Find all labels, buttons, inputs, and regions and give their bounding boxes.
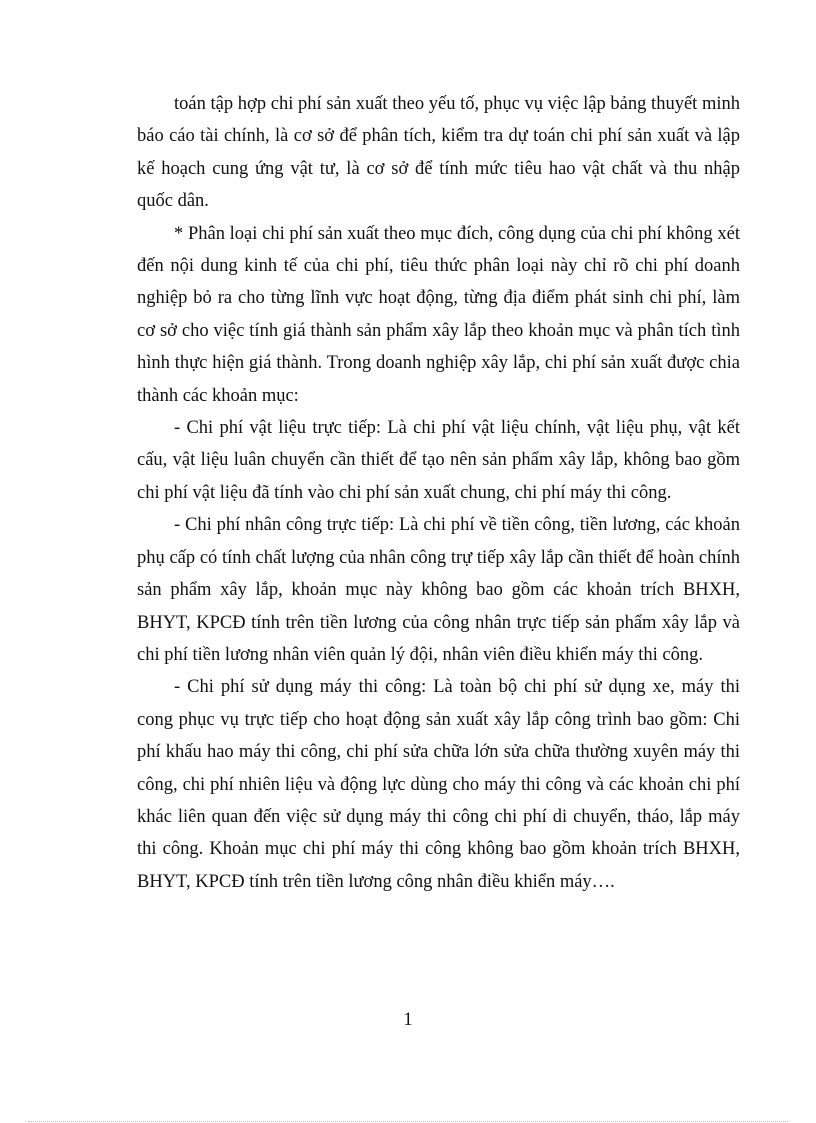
body-text <box>137 88 740 898</box>
page-number: 1 <box>403 1010 413 1030</box>
paragraph-5: - Chi phí sử dụng máy thi công: Là toàn bộ chi phí sử dụng xe, máy thi cong phục vụ trực tiếp cho hoạt động sản xuất xây lắp công trình bao gồm: Chi phí khấu hao máy thi công, chi phí sửa chữa lớn sửa chữa thường xuyên máy thi công, chi phí nhiên liệu và động lực dùng cho máy thi công và các khoản chi phí khác liên quan đến việc sử dụng máy thi công chi phí di chuyển, tháo, lắp máy thi công. Khoản mục chi phí máy thi công không bao gồm khoản trích BHXH, BHYT, KPCĐ tính trên tiền lương công nhân điều khiển máy…. <box>137 677 740 892</box>
footer-divider <box>28 1121 788 1122</box>
paragraph-1: toán tập hợp chi phí sản xuất theo yếu tố, phục vụ việc lập bảng thuyết minh báo cáo tài chính, là cơ sở để phân tích, kiểm tra dự toán chi phí sản xuất và lập kế hoạch cung ứng vật tư, là cơ sở để tính mức tiêu hao vật chất và thu nhập quốc dân. <box>137 94 740 212</box>
paragraph-3: - Chi phí vật liệu trực tiếp: Là chi phí vật liệu chính, vật liệu phụ, vật kết cấu, vật liệu luân chuyển cần thiết để tạo nên sản phẩm xây lắp, không bao gồm chi phí vật liệu đã tính vào chi phí sản xuất chung, chi phí máy thi công. <box>137 418 740 503</box>
paragraph-2: * Phân loại chi phí sản xuất theo mục đích, công dụng của chi phí không xét đến nội dung kinh tế của chi phí, tiêu thức phân loại này chỉ rõ chi phí doanh nghiệp bỏ ra cho từng lĩnh vực hoạt động, từng địa điểm phát sinh chi phí, làm cơ sở cho việc tính giá thành sản phẩm xây lắp theo khoản mục và phân tích tình hình thực hiện giá thành. Trong doanh nghiệp xây lắp, chi phí sản xuất được chia thành các khoản mục: <box>137 223 740 406</box>
paragraph-4: - Chi phí nhân công trực tiếp: Là chi phí về tiền công, tiền lương, các khoản phụ cấp có tính chất lượng của nhân công trự tiếp xây lắp cần thiết để hoàn chính sản phẩm xây lắp, khoản mục này không bao gồm các khoản trích BHXH, BHYT, KPCĐ tính trên tiền lương của công nhân trực tiếp sản phẩm xây lắp và chi phí tiền lương nhân viên quản lý đội, nhân viên điều khiển máy thi công. <box>137 515 740 665</box>
